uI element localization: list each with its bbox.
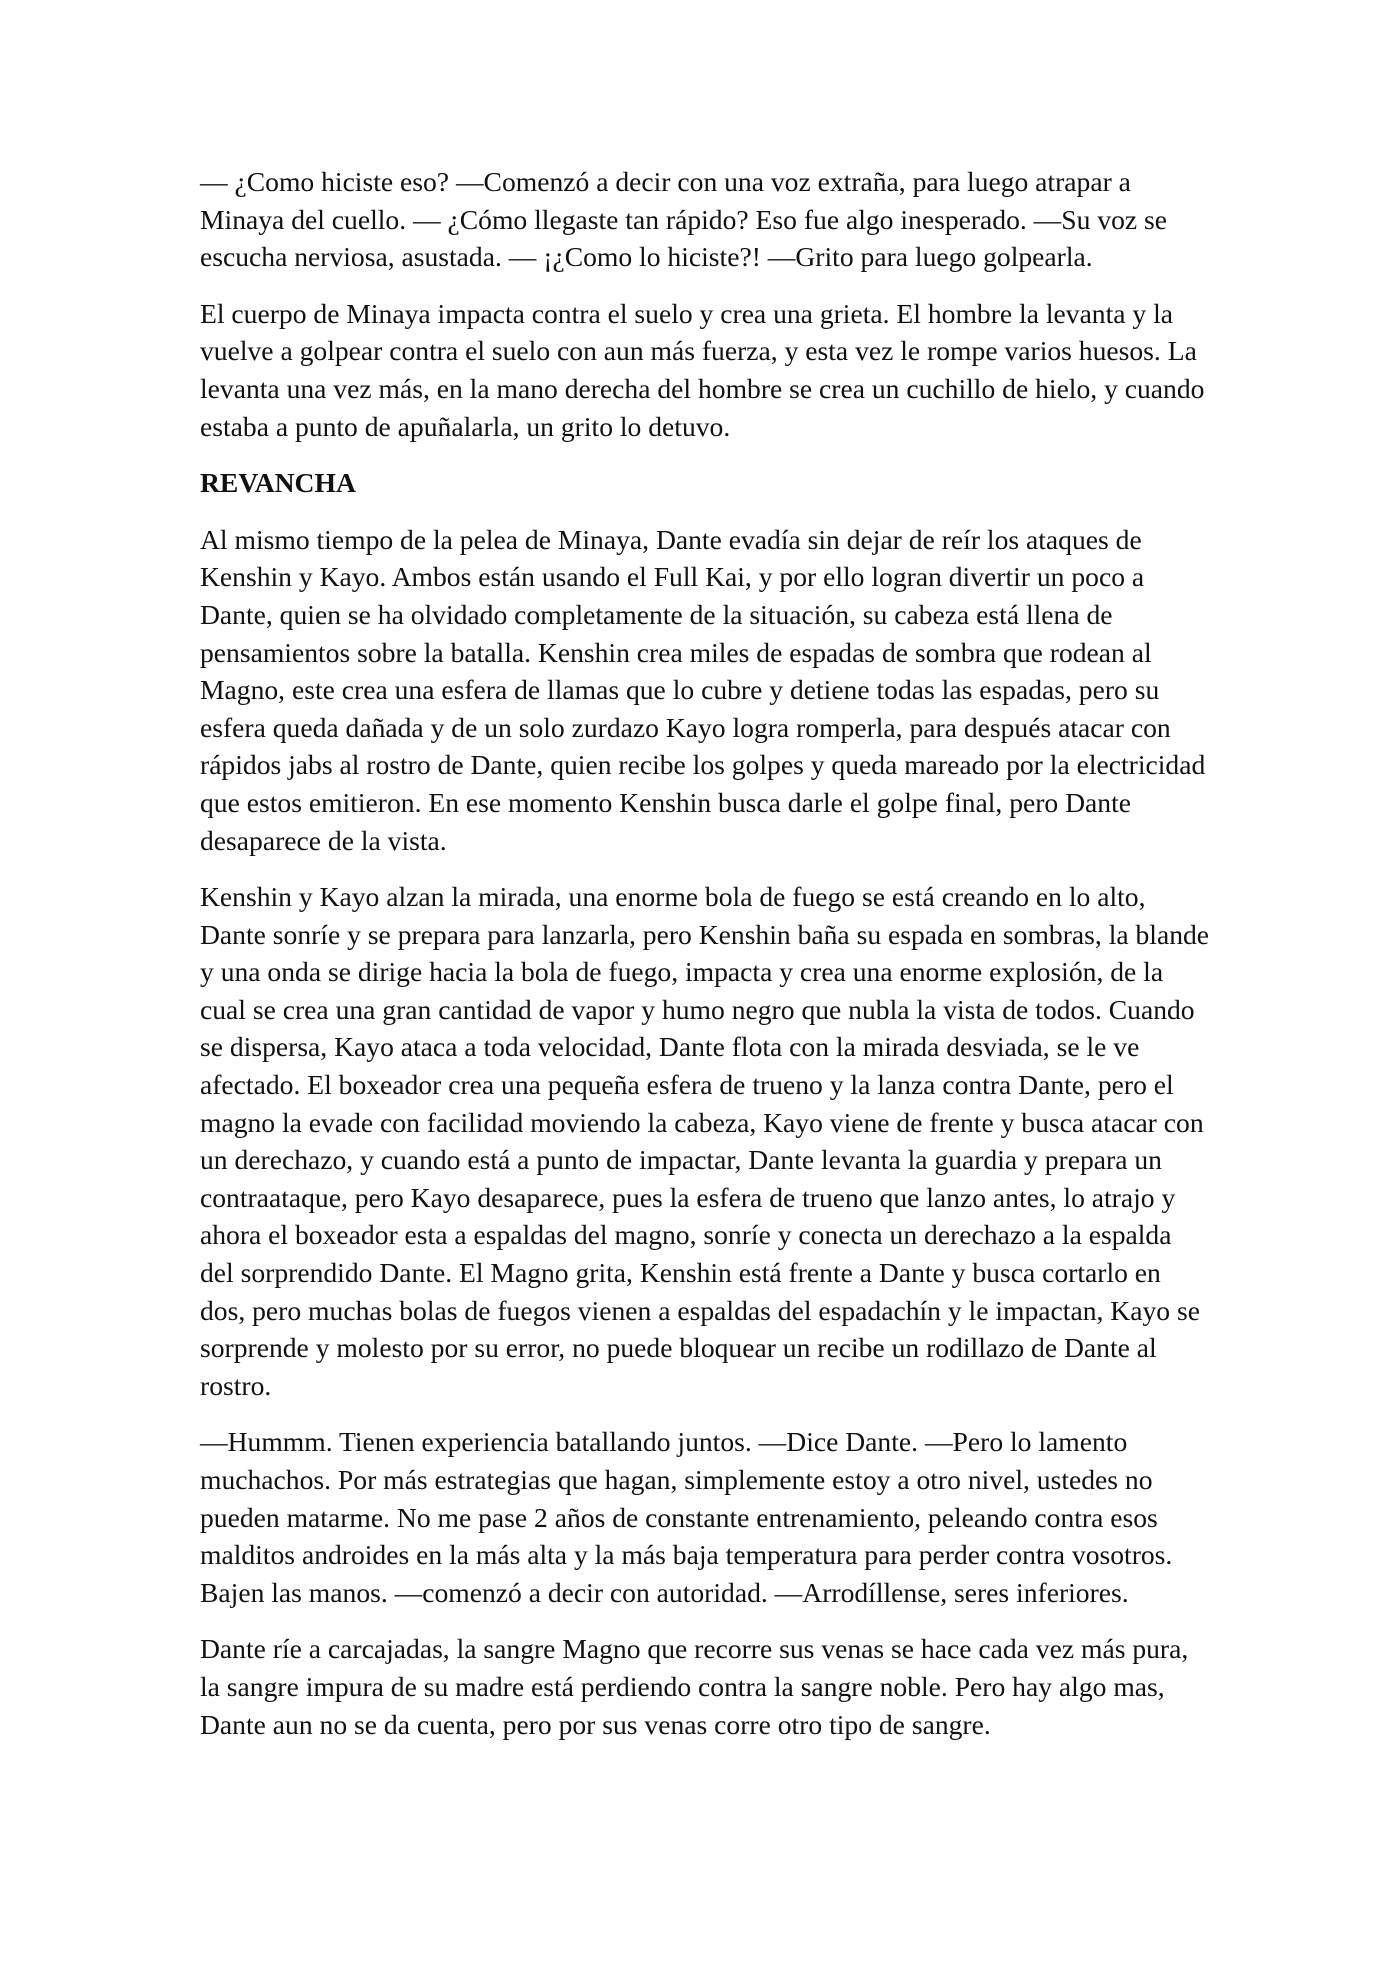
document-body <box>200 163 1210 1762</box>
paragraph-3: Al mismo tiempo de la pelea de Minaya, Dante evadía sin dejar de reír los ataques de Kenshin y Kayo. Ambos están usando el Full Kai, y por ello logran divertir un poco a Dante, quien se ha olvidado completamente de la situación, su cabeza está llena de pensamientos sobre la batalla. Kenshin crea miles de espadas de sombra que rodean al Magno, este crea una esfera de llamas que lo cubre y detiene todas las espadas, pero su esfera queda dañada y de un solo zurdazo Kayo logra romperla, para después atacar con rápidos jabs al rostro de Dante, quien recibe los golpes y queda mareado por la electricidad que estos emitieron. En ese momento Kenshin busca darle el golpe final, pero Dante desaparece de la vista. <box>200 523 1206 856</box>
paragraph-4: Kenshin y Kayo alzan la mirada, una enorme bola de fuego se está creando en lo alto, Dante sonríe y se prepara para lanzarla, pero Kenshin baña su espada en sombras, la blande y una onda se dirige hacia la bola de fuego, impacta y crea una enorme explosión, de la cual se crea una gran cantidad de vapor y humo negro que nubla la vista de todos. Cuando se dispersa, Kayo ataca a toda velocidad, Dante flota con la mirada desviada, se le ve afectado. El boxeador crea una pequeña esfera de trueno y la lanza contra Dante, pero el magno la evade con facilidad moviendo la cabeza, Kayo viene de frente y busca atacar con un derechazo, y cuando está a punto de impactar, Dante levanta la guardia y prepara un contraataque, pero Kayo desaparece, pues la esfera de trueno que lanzo antes, lo atrajo y ahora el boxeador esta a espaldas del magno, sonríe y conecta un derechazo a la espalda del sorprendido Dante. El Magno grita, Kenshin está frente a Dante y busca cortarlo en dos, pero muchas bolas de fuegos vienen a espaldas del espadachín y le impactan, Kayo se sorprende y molesto por su error, no puede bloquear un recibe un rodillazo de Dante al rostro. <box>200 881 1210 1401</box>
paragraph-5: —Hummm. Tienen experiencia batallando juntos. —Dice Dante. —Pero lo lamento muchachos. Por más estrategias que hagan, simplemente estoy a otro nivel, ustedes no pueden matarme. No me pase 2 años de constante entrenamiento, peleando contra esos malditos androides en la más alta y la más baja temperatura para perder contra vosotros. Bajen las manos. —comenzó a decir con autoridad. —Arrodíllense, seres inferiores. <box>200 1426 1173 1608</box>
section-heading: REVANCHA <box>200 467 356 499</box>
paragraph-2: El cuerpo de Minaya impacta contra el suelo y crea una grieta. El hombre la levanta y la vuelve a golpear contra el suelo con aun más fuerza, y esta vez le rompe varios huesos. La levanta una vez más, en la mano derecha del hombre se crea un cuchillo de hielo, y cuando estaba a punto de apuñalarla, un grito lo detuvo. <box>200 297 1205 442</box>
paragraph-1: — ¿Como hiciste eso? —Comenzó a decir con una voz extraña, para luego atrapar a Minaya del cuello. — ¿Cómo llegaste tan rápido? Eso fue algo inesperado. —Su voz se escucha nerviosa, asustada. — ¡¿Como lo hiciste?! —Grito para luego golpearla. <box>200 166 1168 273</box>
paragraph-6: Dante ríe a carcajadas, la sangre Magno que recorre sus venas se hace cada vez más pura, la sangre impura de su madre está perdiendo contra la sangre noble. Pero hay algo mas, Dante aun no se da cuenta, pero por sus venas corre otro tipo de sangre. <box>200 1633 1189 1740</box>
